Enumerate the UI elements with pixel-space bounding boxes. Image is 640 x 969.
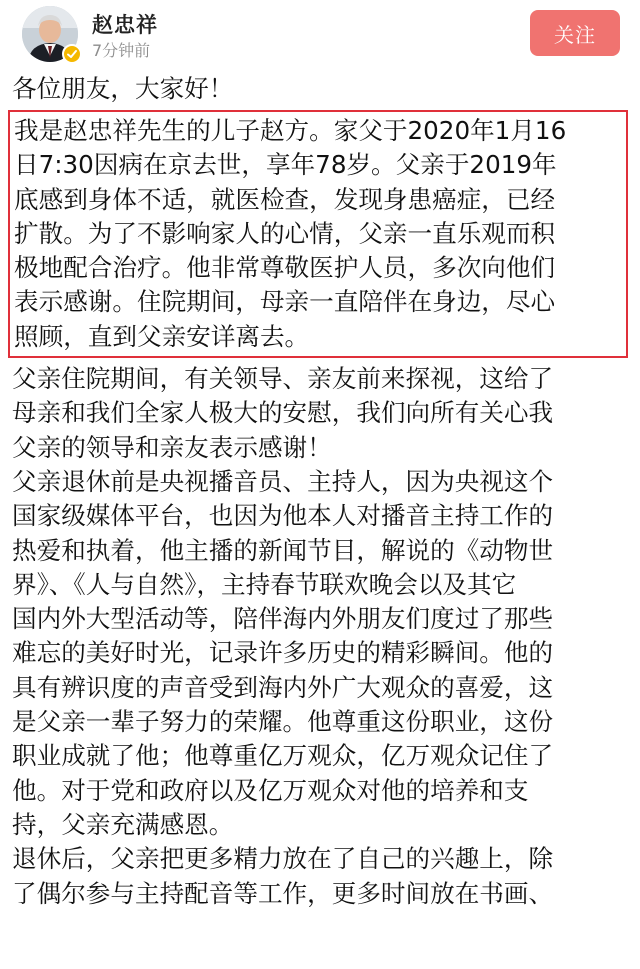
highlighted-paragraph: 我是赵忠祥先生的儿子赵方。家父于2020年1月16 日7:30因病在京去世，享年78岁。父亲于2019年 底感到身体不适，就医检查，发现身患癌症，已经 扩散。为了不影响家人的心情，父亲一直乐观而积 极地配合治疗。他非常尊敬医护人员，多次向他们 表示感谢。住院期间，母亲一直陪伴在身边，尽心 照顾，直到父亲安详离去。 xyxy=(14,116,567,351)
post-timestamp: 7分钟前 xyxy=(92,41,151,60)
paragraph-career: 父亲退休前是央视播音员、主持人，因为央视这个 国家级媒体平台，也因为他本人对播音主持工作的 热爱和执着，他主播的新闻节目，解说的《动物世 界》、《人与自然》，主持春节联欢晚会以及其它 国内外大型活动等，陪伴海内外朋友们度过了那些 难忘的美好时光，记录许多历史的精彩瞬间。他的 具有辨识度的声音受到海内外广大观众的喜爱，这 是父亲一辈子努力的荣耀。他尊重这份职业，这份 职业成就了他；他尊重亿万观众，亿万观众记住了 他。对于党和政府以及亿万观众对他的培养和支 持，父亲充满感恩。 xyxy=(12,466,554,839)
follow-button[interactable]: 关注 xyxy=(530,10,620,56)
verified-badge-icon xyxy=(62,44,82,64)
paragraph-retirement: 退休后，父亲把更多精力放在了自己的兴趣上，除 了偶尔参与主持配音等工作，更多时间放在书画、 xyxy=(12,844,554,908)
paragraph-thanks: 父亲住院期间，有关领导、亲友前来探视，这给了 母亲和我们全家人极大的安慰，我们向所有关心我 父亲的领导和亲友表示感谢！ xyxy=(12,364,554,462)
post-header xyxy=(0,0,640,70)
greeting-text: 各位朋友，大家好！ xyxy=(12,74,234,103)
author-name[interactable]: 赵忠祥 xyxy=(92,13,158,37)
highlighted-paragraph-box xyxy=(8,110,628,358)
post-body xyxy=(12,72,632,911)
